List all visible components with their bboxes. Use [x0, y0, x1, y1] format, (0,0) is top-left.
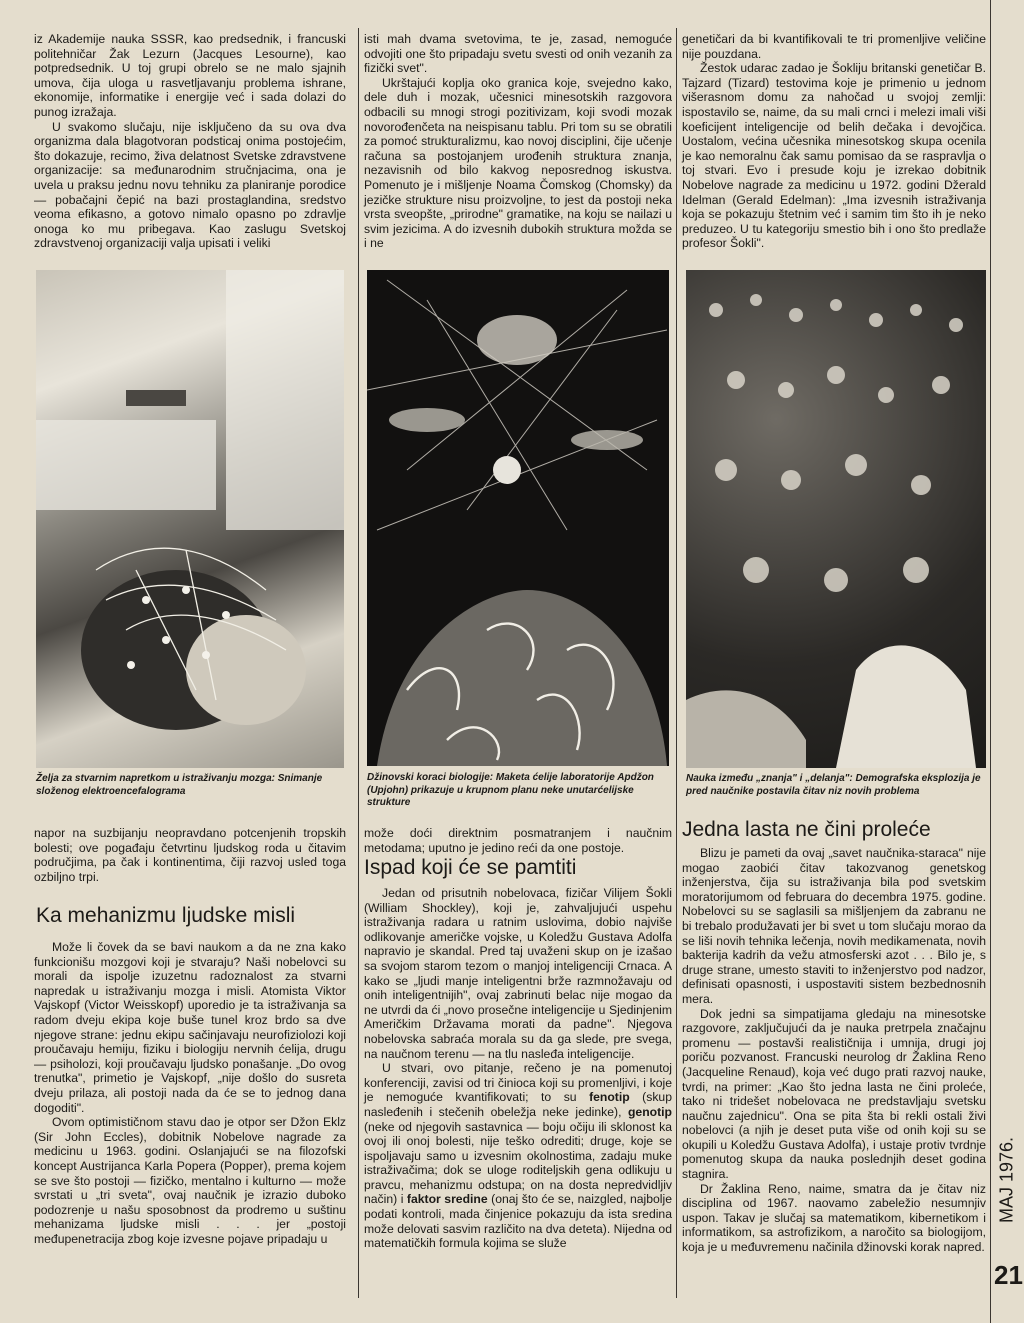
photo-eeg-recording: [36, 270, 344, 768]
bold-term-fenotip: fenotip: [589, 1090, 630, 1105]
paragraph: iz Akademije nauka SSSR, kao predsednik, i francuski politehničar Žak Lezurn (Jacques Lesourne), kao potpredsednik. U toj grupi obrelo se ne malo sjajnih umova, čija uloga u rasvetljavanju problema ishrane, ekonomije, informatike i energije već i sada dolazi do punog izražaja.: [34, 32, 346, 119]
column-2-bottom-body: [364, 886, 672, 1251]
bold-term-faktor-sredine: faktor sredine: [406, 1192, 488, 1207]
paragraph: Žestok udarac zadao je Šokliju britanski genetičar B. Tajzard (Tizard) testovima koje je primenio u jednom višerasnom domu za nahočad u svojoj zemlji: ispostavilo se, naime, da su mali crnci i melezi imali viši koeficijent inteligencije od belih dečaka i devojčica. Uostalom, većina učesnika minesotskog skupa ocenila je kao nemoralnu čak samu pomisao da se raspravlja o toj stvari. Evo i presude koju je izrekao dobitnik Nobelove nagrade za medicinu u 1972. godini Džerald Idelman (Gerald Edelman): „Ima izvesnih istraživanja koja se pokazuju štetnim već i samim tim što ih je neko preduzeo. U tu kategoriju smestio bih i ono što predlaže profesor Šokli".: [682, 61, 986, 251]
paragraph: Ukrštajući koplja oko granica koje, svejedno kako, dele duh i mozak, učesnici minesotskih razgovora odbacili su mnogi strogi pozitivizam, koji svodi mozak novorođenčeta na neispisanu tablu. Pri tom su se obratili za pomoć strukturalizmu, kao novoj disciplini, čije učenje računa sa postojanjem urođenih struktura znanja, nezavisnih od bilo kakvog neposrednog iskustva. Pomenuto je i mišljenje Noama Čomskog (Chomsky) da jezičke strukture nisu proizvoljne, to jest da postoji neka vrsta sveopšte, „prirodne" gramatike, na koju se nailazi u svim jezicima. A do izvesnih dubokih struktura možda se i ne: [364, 75, 672, 251]
issue-date-label: MAJ 1976.: [996, 1136, 1017, 1224]
column-1-bottom-body: [34, 940, 346, 1246]
text-span: (skup nasleđenih i stečenih obeležja neke jedinke),: [364, 1090, 672, 1119]
paragraph: Blizu je pameti da ovaj „savet naučnika-staraca" nije mogao zaobići čitav takozvanog genetskog inženjerstva, čija su istraživanja bila pod svetskim moratorijumom od februara do decembra 1975. godine. Nobelovci su se saglasili sa mišljenjem da zabranu ne bi trebalo produžavati jer bi svet u tom slučaju morao da se liši novih tehnika lečenja, novih medikamenata, novih bakterija kadrih da vežu atmosferski azot . . . Bilo je, s druge strane, umesto staviti to inženjerstvo pod nadzor, definisati opasnosti, i uspostaviti sistem bezbednosnih mera.: [682, 846, 986, 1006]
paragraph: genetičari da bi kvantifikovali te tri promenljive veličine nije pouzdana.: [682, 32, 986, 61]
paragraph: U svakomo slučaju, nije isključeno da su ova dva organizma dala blagotvoran podsticaj onima postojećim, što dokazuje, recimo, živa delatnost Svetske zdravstvene organizacije: sa međunarodnim stručnjacima, ona je uvela u praksu jednu novu tehniku za planiranje porodice — pobačajni čepić na bazi prostaglandina, sredstvo veoma efikasno, a gotovo nimalo opasno po zdravlje onoga ko mu pribegava. Kao zaslugu Svetskoj zdravstvenoj organizaciji valja upisati i veliki: [34, 119, 346, 251]
column-rule-right: [676, 28, 677, 1298]
column-3-top: [682, 32, 986, 251]
paragraph: isti mah dvama svetovima, te je, zasad, nemoguće odvojiti one što pripadaju svetu svesti od onih vezanih za fizički svet".: [364, 32, 672, 76]
paragraph: Može li čovek da se bavi naukom a da ne zna kako funkcionišu mozgovi koji je stvaraju? Naši nobelovci su morali da ispolje izuzetnu radoznalost za stvarni napredak u istraživanju mozga i misli. Atomista Viktor Vajskopf (Victor Weisskopf) uporedio je ta istraživanja sa radom dveju ekipa koje buše tunel kroz brdo sa dve njegove strane: jednu ekipu sačinjavaju neurofiziolozi koji proučavaju hemiju, fiziku i biologiju nervnih ćelija, drugu — psiholozi, koji proučavaju ljudsko ponašanje. „Do ovog trenutka", primetio je Vajskopf, „nije došlo do susreta dveju prilaza, ali postoji nada da će se to jednog dana dogoditi".: [34, 940, 346, 1115]
photo-cell-model: [367, 270, 669, 766]
page-number: 21: [994, 1260, 1023, 1290]
photo-crowd: [686, 270, 986, 768]
text-span: (onaj što će se, naizgled, najbolje podati kontroli, mada činjenice pokazuju da ista sredina može delovati sasvim različito na dva deteta). Nijedna od matematičkih formula kojima se služe: [364, 1192, 672, 1251]
paragraph: napor na suzbijanju neopravdano potcenjenih tropskih bolesti; ove pogađaju četvrtinu ljudskog roda u čitavim područjima, pa čak i kontinentima, čiji razvoj usled toga ozbiljno trpi.: [34, 826, 346, 884]
caption-eeg: Želja za stvarnim napretkom u istraživanju mozga: Snimanje složenog elektroencefalograma: [36, 773, 323, 797]
section-heading-ispad: Ispad koji će se pamtiti: [364, 856, 577, 879]
text-span: U stvari, ovo pitanje, rečeno je na pomenutoj konferenciji, zavisi od tri činioca koji su promenljivi, i koje je nemoguće kvantifikovati; to su: [364, 1061, 672, 1105]
column-1-bottom: [34, 826, 346, 884]
text-span: (neke od njegovih sastavnica — boju očiju ili sklonost ka ovoj ili onoj bolesti, nije teško odrediti; druge, koje se ispoljavaju samo u izvesnim okolnostima, zadaju muke istraživačima; dok se uloge roditeljskih gena odlikuju u pravcu, mehanizmu odstupa; on na dosta nepredvidljiv način) i: [364, 1119, 672, 1207]
column-2-top: [364, 32, 672, 251]
issue-date: [994, 1110, 1020, 1250]
column-3-bottom-body: [682, 846, 986, 1255]
caption-cell-model: Džinovski koraci biologije: Maketa ćelije laboratorije Apdžon (Upjohn) prikazuje u krupnom planu neke unutarćelijske strukture: [367, 772, 654, 808]
bold-term-genotip: genotip: [627, 1104, 672, 1119]
paragraph: može doći direktnim posmatranjem i naučnim metodama; uputno je jedino reći da one postoje.: [364, 826, 672, 855]
cell-model-illustration: [367, 270, 669, 766]
paragraph: [364, 1061, 672, 1251]
page-edge-rule: [990, 0, 991, 1323]
crowd-illustration: [686, 270, 986, 768]
caption-crowd: Nauka između „znanja" i „delanja": Demografska eksplozija je pred naučnike postavila čitav niz novih problema: [686, 773, 981, 797]
eeg-illustration: [36, 270, 344, 768]
paragraph: Dr Žaklina Reno, naime, smatra da je čitav niz disciplina od 1967. naovamo zabeležio nesumnjiv uspon. Takav je slučaj sa matematikom, kibernetikom i informatikom, sa astrofizikom, a naročito sa biologijom, koja je u međuvremenu načinila džinovski korak napred.: [682, 1181, 986, 1255]
column-1-top: [34, 32, 346, 251]
column-2-bottom: [364, 826, 672, 855]
paragraph: Dok jedni sa simpatijama gledaju na minesotske razgovore, zaključujući da je nauka pretrpela značajnu promenu — postavši realističnija i umnija, drugi joj poriču pozvanost. Francuski neurolog dr Žaklina Reno (Jacqueline Renaud), koja već dugo prati razvoj nauke, tvrdi, na primer: „Kao što jedna lasta ne čini proleće, tako ni tridešet nobelovaca ne predstavljaju svetsku naučnu zajednicu". Ona se pita šta bi rekli ostali živi nobelovci (a njih je deset puta više od onih koji su se okupili u Koledžu Gustava Adolfa), i ustaje protiv tvrdnje pomenutog skupa da nauka poslednjih deset godina stagnira.: [682, 1006, 986, 1182]
paragraph: Jedan od prisutnih nobelovaca, fizičar Vilijem Šokli (William Shockley), koji je, zahvaljujući uspehu istraživanja radara u ratnim uslovima, dobio najviše odlikovanje američke vojske, u Koledžu Gustava Adolfa napravio je skandal. Pred taj uvaženi skup on je izašao sa svojom starom tezom o manjoj inteligenciji Crnaca. A kako se „ljudi manje inteligentni brže razmnožavaju od onih inteligentnijih", ovaj zabrinuti belac nije mogao da ne utvrdi da ći „novo prosečne inteligencije u Sjedinjenim Američkim Državama morati da padne". Njegova nobelovska sabraća morala su da ga slede, pre svega, na naučnom terenu — na tlu nasleđa inteligencije.: [364, 886, 672, 1061]
section-heading-mind: Ka mehanizmu ljudske misli: [36, 904, 296, 927]
column-rule-left: [358, 28, 359, 1298]
paragraph: Ovom optimističnom stavu dao je otpor ser Džon Eklz (Sir John Eccles), dobitnik Nobelove nagrade za medicinu u 1963. godini. Oslanjajući se na filozofski koncept Austrijanca Karla Popera (Popper), prema kojem se sve što postoji — fizičko, mentalno i kulturno — može svrstati u „tri sveta", ovaj naučnik je izrazio duboko podozrenje u našu sposobnost da prodremo u suštinu mehanizama ljudske misli . . . jer „postoji međupenetracija zbog koje izvesne pojave pripadaju u: [34, 1115, 346, 1246]
section-heading-lasta: Jedna lasta ne čini proleće: [682, 818, 931, 841]
